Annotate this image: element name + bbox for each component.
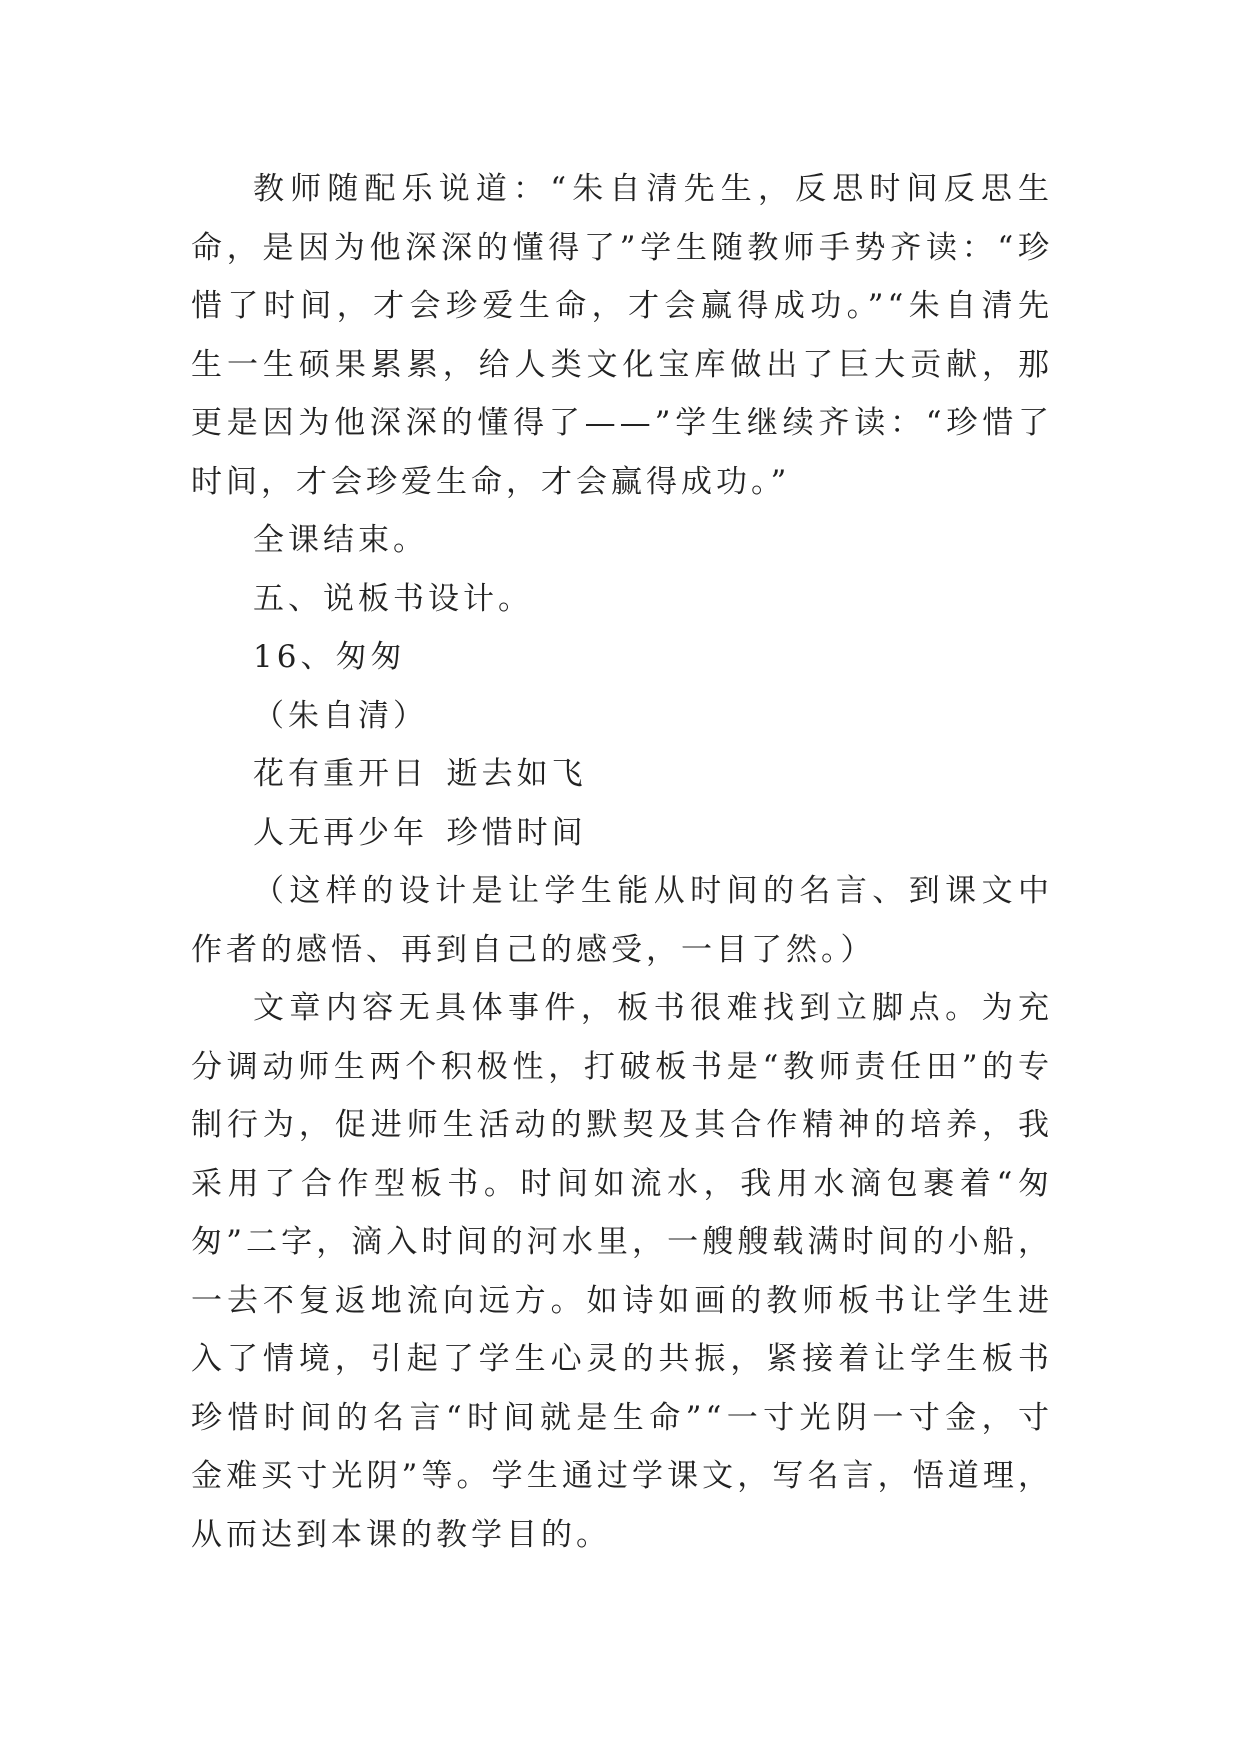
board-author: （朱自清） bbox=[253, 697, 428, 734]
couplet-1-right: 逝去如飞 bbox=[446, 756, 587, 792]
couplet-1-left: 花有重开日 bbox=[253, 756, 428, 792]
paragraph-ending-reading: 教师随配乐说道：“朱自清先生，反思时间反思生命，是因为他深深的懂得了”学生随教师手势齐读：“珍惜了时间，才会珍爱生命，才会赢得成功。”“朱自清先生一生硕果累累，给人类文化宝库做出了巨大贡献，那更是因为他深深的懂得了——”学生继续齐读：“珍惜了时间，才会珍爱生命，才会赢得成功。” bbox=[191, 171, 1053, 500]
paragraph-design-note: （这样的设计是让学生能从时间的名言、到课文中作者的感悟、再到自己的感受，一目了然。） bbox=[191, 873, 1053, 968]
board-lesson-title: 16、匆匆 bbox=[253, 639, 406, 675]
couplet-2-right: 珍惜时间 bbox=[446, 814, 587, 851]
document-body bbox=[191, 160, 1053, 1564]
board-couplet-line-1 bbox=[191, 745, 1053, 804]
section-heading-board-design: 五、说板书设计。 bbox=[253, 580, 533, 617]
board-couplet-line-2 bbox=[191, 804, 1053, 863]
paragraph-cooperative-board: 文章内容无具体事件，板书很难找到立脚点。为充分调动师生两个积极性，打破板书是“教师责任田”的专制行为，促进师生活动的默契及其合作精神的培养，我采用了合作型板书。时间如流水，我用水滴包裹着“匆匆”二字，滴入时间的河水里，一艘艘载满时间的小船，一去不复返地流向远方。如诗如画的教师板书让学生进入了情境，引起了学生心灵的共振，紧接着让学生板书珍惜时间的名言“时间就是生命”“一寸光阴一寸金，寸金难买寸光阴”等。学生通过学课文，写名言，悟道理，从而达到本课的教学目的。 bbox=[191, 990, 1053, 1553]
paragraph-class-end: 全课结束。 bbox=[253, 522, 428, 558]
couplet-2-left: 人无再少年 bbox=[253, 814, 428, 851]
